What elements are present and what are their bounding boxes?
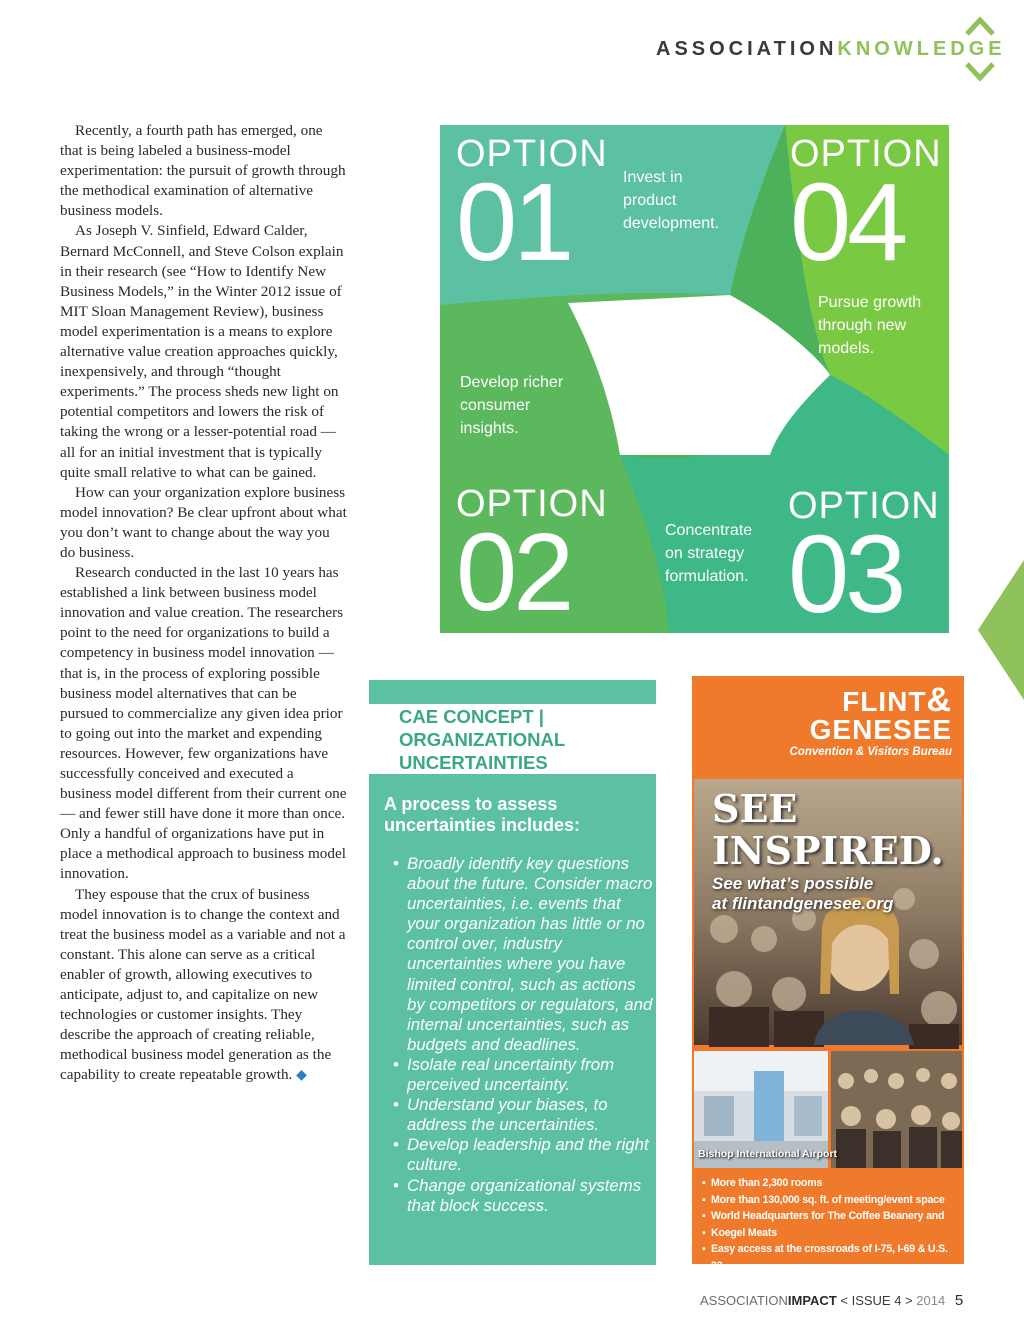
option-02-desc-line: Develop richer	[460, 374, 564, 391]
ad-website-link[interactable]: at flintandgenesee.org	[712, 894, 894, 913]
cae-list	[391, 854, 653, 1216]
list-item: ▪ More than 130,000 sq. ft. of meeting/event space	[702, 1192, 960, 1209]
footer-impact: IMPACT	[787, 1293, 837, 1308]
option-03-label: OPTION	[788, 485, 940, 527]
article-paragraph-text: They espouse that the crux of business model innovation is to change the context and treat the business model as a variable and not a constant. This alone can serve as a critical enabler of growth, allowing executives to anticipate, adjust to, and capitalize on new technologies or customer insights. They describe the approach of creating reliable, methodical business model generation as the capability to create repeatable growth.	[60, 885, 346, 1084]
header-brand-association: ASSOCIATION	[656, 38, 838, 60]
option-04-desc	[818, 291, 921, 360]
ad-subheadline	[712, 874, 893, 914]
cae-heading	[384, 794, 644, 836]
option-01-label: OPTION	[456, 133, 608, 175]
footer-year: 2014	[916, 1293, 946, 1308]
list-item: ▪ Koegel Meats	[702, 1225, 960, 1242]
option-04-label: OPTION	[790, 133, 942, 175]
flint-genesee-ad	[692, 676, 964, 1272]
article-paragraph: Recently, a fourth path has emerged, one that is being labeled a business-model experimentation: the pursuit of growth through the methodical examination of alternative business models.	[60, 122, 346, 220]
option-03-desc-line: Concentrate	[665, 522, 753, 539]
logo-cvb-text: Convention & Visitors Bureau	[789, 746, 952, 758]
article-paragraph: Research conducted in the last 10 years has established a link between business model innovation and value creation. The researchers point to the need for organizations to build a competency in business model innovation — that is, in the process of exploring possible business model alternatives that can be pursued to commercialize any given idea prior to going out into the market and expending resources. However, few organizations have successfully conceived and executed a business model different from their current one — and fewer still have done it more than once. Only a handful of organizations have put in place a methodical approach to business model innovation.	[60, 564, 347, 883]
article-paragraph: As Joseph V. Sinfield, Edward Calder, Bernard McConnell, and Steve Colson explain in their research (see “How to Identify New Business Models,” in the Winter 2012 issue of MIT Sloan Management Review), business model experimentation is a means to explore alternative value creation approaches quickly, inexpensively, and through “thought experiments.” The process sheds new light on potential competitors and lowers the risk of taking the wrong or a lesser-potential road — all for an initial investment that is typically quite small relative to what can be gained.	[60, 222, 344, 481]
option-02-desc	[460, 371, 563, 440]
end-mark-icon: ◆	[296, 1068, 307, 1084]
flint-genesee-logo	[789, 681, 952, 758]
cae-heading-line: uncertainties includes:	[384, 815, 581, 835]
option-02-label: OPTION	[456, 483, 608, 525]
option-03	[788, 485, 940, 636]
option-04-desc-line: through new	[818, 317, 907, 334]
chevron-logo-icon	[962, 14, 998, 84]
footer-issue: < ISSUE 4 >	[840, 1293, 913, 1308]
list-item: ▪ Easy access at the crossroads of I-75, I-69 & U.S. 23	[702, 1241, 960, 1274]
page-number: 5	[954, 1292, 964, 1309]
cae-title-line: CAE CONCEPT |	[399, 706, 544, 727]
footer-association: ASSOCIATION	[700, 1293, 788, 1308]
ad-headline-line: SEE	[712, 786, 798, 831]
option-01	[456, 133, 608, 284]
option-02-desc-line: insights.	[460, 420, 519, 437]
logo-genesee-text: GENESEE	[809, 714, 952, 745]
option-03-number: 03	[788, 513, 903, 636]
event-crowd-photo	[831, 1051, 962, 1168]
cae-title	[399, 705, 649, 774]
option-02-desc-line: consumer	[460, 397, 531, 414]
airport-caption: Bishop International Airport	[698, 1148, 838, 1160]
options-graphic	[440, 125, 949, 636]
option-03-desc-line: on strategy	[665, 545, 745, 562]
list-item: • Broadly identify key questions about the future. Consider macro uncertainties, i.e. events that your organization has little or no control over, industry uncertainties where you have limited control, such as actions by competitors or regulators, and internal uncertainties, such as budgets and deadlines.	[391, 854, 653, 1055]
running-header	[656, 38, 1006, 61]
ampersand-logo-icon: &	[926, 681, 952, 719]
option-01-desc-line: Invest in	[623, 169, 683, 186]
option-01-desc	[623, 166, 719, 235]
logo-flint-text: FLINT	[842, 686, 927, 717]
article-paragraph: How can your organization explore business model innovation? Be clear upfront about what you don’t want to change about the way you do business.	[60, 483, 347, 561]
option-01-desc-line: development.	[623, 215, 720, 232]
ad-bullet-list	[702, 1175, 960, 1274]
option-04-desc-line: Pursue growth	[818, 294, 922, 311]
cae-heading-line: A process to assess	[384, 794, 558, 814]
ad-headline-line: INSPIRED.	[712, 828, 944, 873]
header-brand-knowledge: KNOWLEDGE	[837, 38, 1006, 60]
cae-title-line: ORGANIZATIONAL	[399, 729, 566, 750]
page-edge-diamond-icon	[978, 560, 1024, 700]
option-03-desc	[665, 519, 752, 588]
option-01-desc-line: product	[623, 192, 677, 209]
list-item: • Isolate real uncertainty from perceived uncertainty.	[391, 1055, 653, 1095]
option-02	[456, 483, 608, 634]
ad-subheadline-line: See what’s possible	[712, 874, 874, 893]
article-body	[60, 121, 348, 1087]
option-04-desc-line: models.	[818, 340, 875, 357]
list-item: ▪ More than 2,300 rooms	[702, 1175, 960, 1192]
list-item: ▪ World Headquarters for The Coffee Beanery and	[702, 1208, 960, 1225]
list-item: • Develop leadership and the right culture.	[391, 1135, 653, 1175]
option-04	[790, 133, 942, 284]
option-02-number: 02	[456, 511, 571, 634]
cae-title-line: UNCERTAINTIES	[399, 752, 548, 773]
article-paragraph	[60, 885, 348, 1087]
cae-concept-sidebar	[369, 680, 656, 1265]
ad-headline	[712, 788, 944, 872]
list-item: • Change organizational systems that block success.	[391, 1176, 653, 1216]
option-01-number: 01	[456, 161, 571, 284]
option-04-number: 04	[790, 161, 905, 284]
option-03-desc-line: formulation.	[665, 568, 749, 585]
cae-panel	[369, 774, 656, 1265]
list-item: • Understand your biases, to address the uncertainties.	[391, 1095, 653, 1135]
page-footer	[700, 1292, 963, 1309]
cae-top-bar	[369, 680, 656, 704]
